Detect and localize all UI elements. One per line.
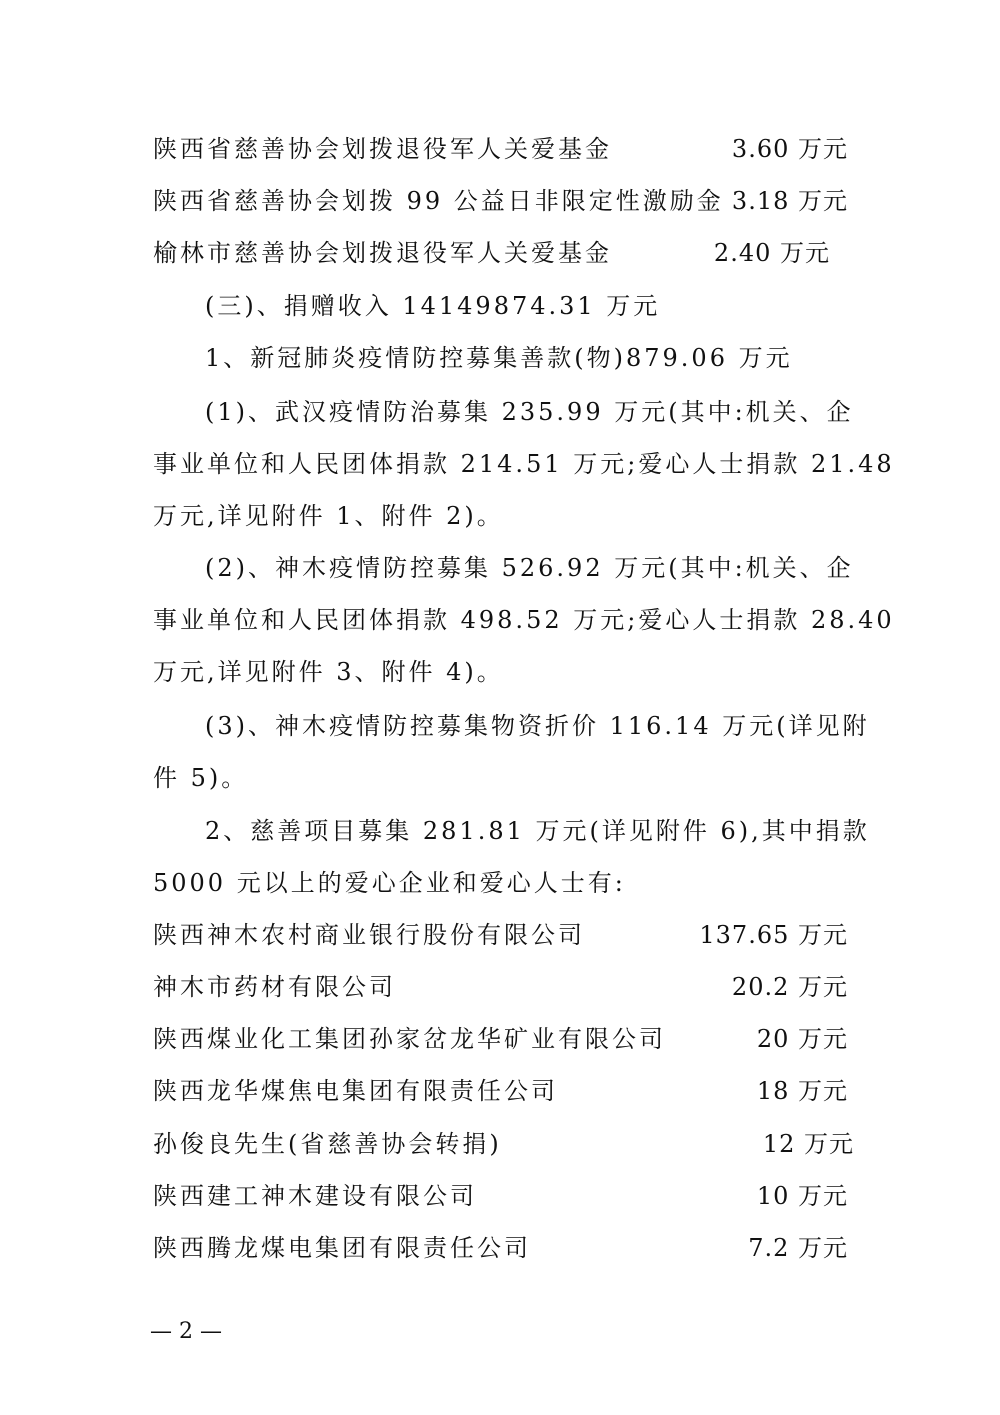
donor-amount: 18 万元 [756,1077,848,1105]
page-number: — 2 — [150,1319,222,1344]
item1-sub3-line: (3)、神木疫情防控募集物资折价 116.14 万元(详见附 [205,712,870,740]
donor-name: 神木市药材有限公司 [153,973,396,1001]
donor-name: 陕西建工神木建设有限公司 [153,1182,477,1210]
donor-amount: 20 万元 [756,1025,848,1053]
allocation-row [153,237,830,269]
item1-sub2-line: 事业单位和人民团体捐款 498.52 万元;爱心人士捐款 28.40 [153,606,895,634]
allocation-amount: 3.18 万元 [731,187,848,215]
item1-sub2-line: (2)、神木疫情防控募集 526.92 万元(其中:机关、企 [205,554,854,582]
allocation-row [153,133,848,165]
allocation-amount: 2.40 万元 [713,239,830,267]
item1-sub1-line: 万元,详见附件 1、附件 2)。 [153,502,504,530]
item2-line: 2、慈善项目募集 281.81 万元(详见附件 6),其中捐款 [205,817,870,845]
section-three-heading: (三)、捐赠收入 14149874.31 万元 [205,292,661,320]
item1-sub3-line: 件 5)。 [153,764,249,792]
allocation-label: 陕西省慈善协会划拨退役军人关爱基金 [153,135,612,163]
allocation-label: 榆林市慈善协会划拨退役军人关爱基金 [153,239,612,267]
item1-heading: 1、新冠肺炎疫情防控募集善款(物)879.06 万元 [205,344,793,372]
donor-name: 孙俊良先生(省慈善协会转捐) [153,1130,502,1158]
donor-name: 陕西煤业化工集团孙家岔龙华矿业有限公司 [153,1025,666,1053]
donor-row [153,1128,854,1160]
allocation-amount: 3.60 万元 [731,135,848,163]
item1-sub2-line: 万元,详见附件 3、附件 4)。 [153,658,504,686]
donor-name: 陕西龙华煤焦电集团有限责任公司 [153,1077,558,1105]
donor-name: 陕西神木农村商业银行股份有限公司 [153,921,585,949]
item1-sub1-line: 事业单位和人民团体捐款 214.51 万元;爱心人士捐款 21.48 [153,450,895,478]
donor-name: 陕西腾龙煤电集团有限责任公司 [153,1234,531,1262]
allocation-row [153,185,848,217]
donor-row [153,1075,848,1107]
item1-sub1-line: (1)、武汉疫情防治募集 235.99 万元(其中:机关、企 [205,398,854,426]
donor-row [153,1180,848,1212]
donor-amount: 12 万元 [762,1130,854,1158]
donor-row [153,1023,848,1055]
donor-row [153,1232,848,1264]
donor-amount: 10 万元 [756,1182,848,1210]
allocation-label: 陕西省慈善协会划拨 99 公益日非限定性激励金 [153,187,724,215]
donor-row [153,971,848,1003]
donor-amount: 20.2 万元 [731,973,848,1001]
donor-amount: 7.2 万元 [748,1234,848,1262]
donor-amount: 137.65 万元 [699,921,848,949]
item2-line: 5000 元以上的爱心企业和爱心人士有: [153,869,626,897]
donor-row [153,919,848,951]
